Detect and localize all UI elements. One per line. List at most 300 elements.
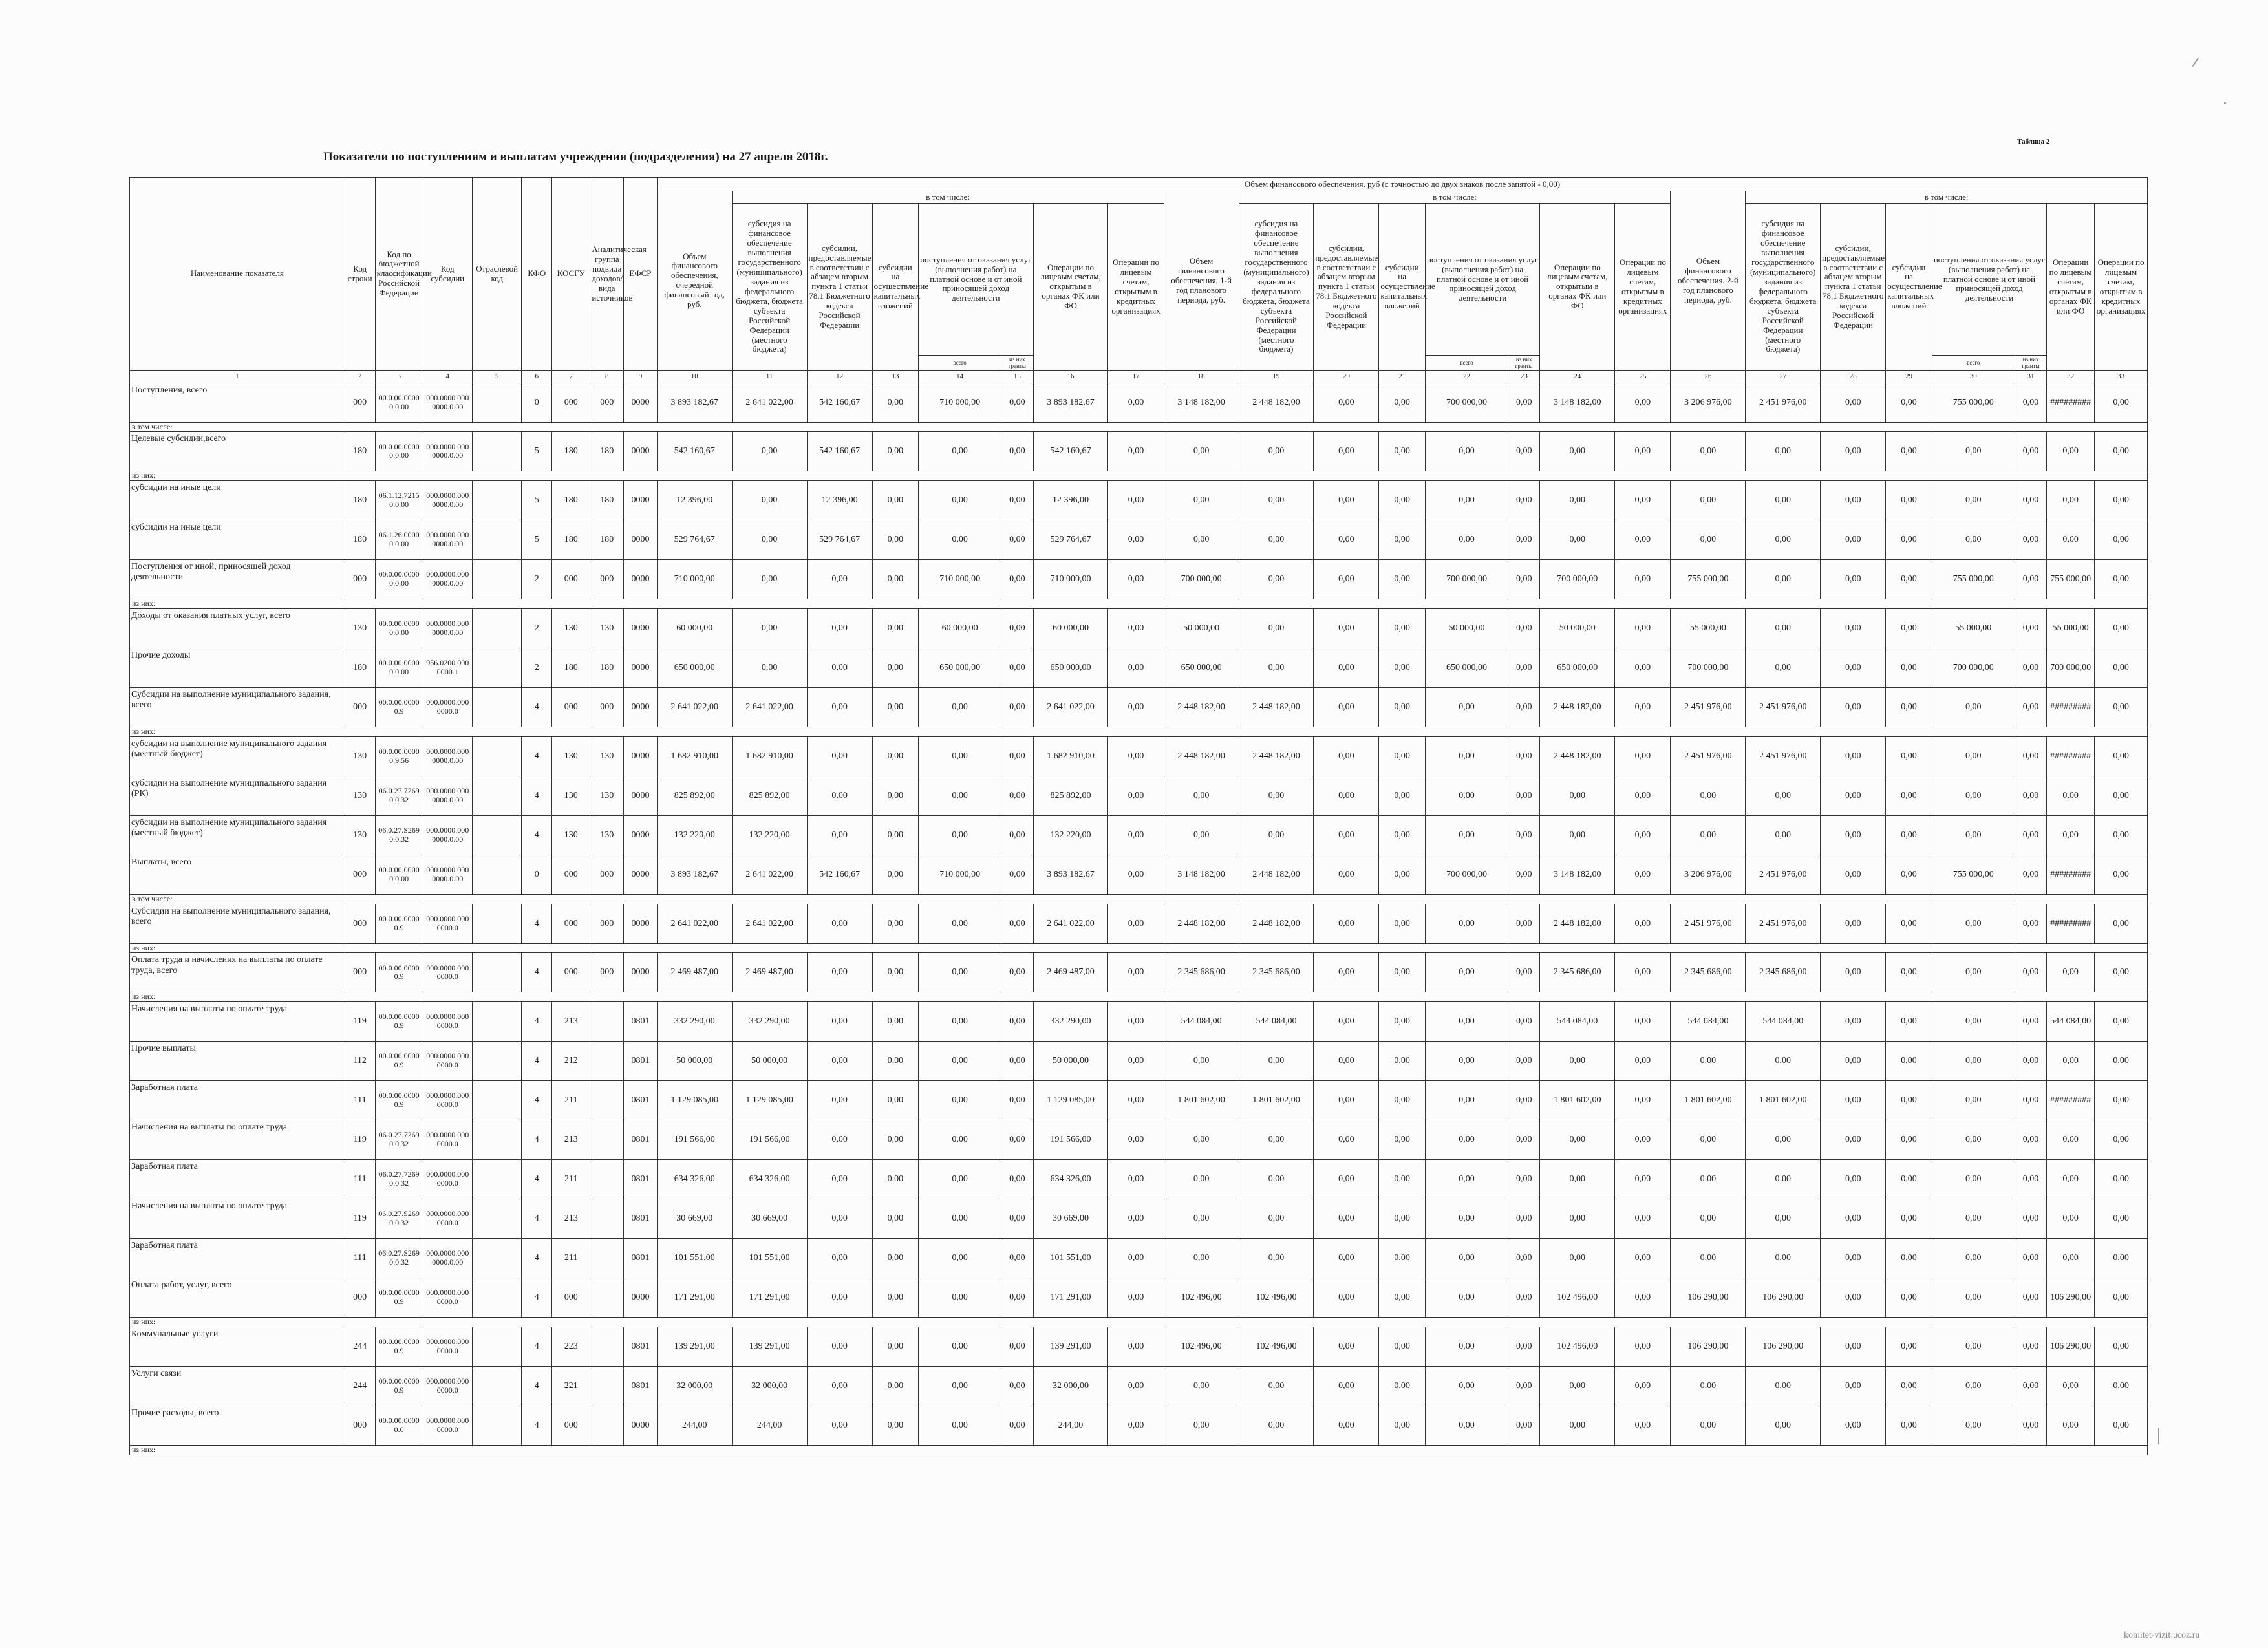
amount-cell: 0,00 [732,648,807,688]
amount-cell: 700 000,00 [1425,383,1508,422]
header-c5-b2: Операции по лицевым счетам, открытым в органах ФК или ФО [2047,204,2095,371]
analytic-group: 000 [590,688,624,727]
header-c4-b0: поступления от оказания услуг (выполнения работ) на платной основе и от иной приносящей доход деятельности [919,204,1033,356]
amount-cell: 0,00 [872,1406,918,1446]
analytic-group [590,1199,624,1239]
amount-cell: 0,00 [1615,1278,1671,1318]
header-c5-b1: Операции по лицевым счетам, открытым в органах ФК или ФО [1540,204,1615,371]
amount-cell: 0,00 [1615,953,1671,992]
amount-cell: 0,00 [1821,688,1886,727]
amount-cell: 2 641 022,00 [657,688,732,727]
amount-cell: 1 682 910,00 [1033,736,1108,776]
amount-cell: 0,00 [1821,432,1886,471]
amount-cell: 2 448 182,00 [1164,688,1239,727]
amount-cell: 0,00 [2095,648,2148,688]
amount-cell: 0,00 [1821,1367,1886,1406]
row-name: Прочие выплаты [130,1042,345,1081]
amount-cell: 0,00 [1540,1406,1615,1446]
budget-class-code: 00.0.00.00000.9 [375,688,423,727]
analytic-group [590,1239,624,1278]
amount-cell: 0,00 [807,1081,872,1120]
amount-cell: 0,00 [1886,1081,1932,1120]
amount-cell: 0,00 [1671,481,1746,520]
amount-cell: 30 669,00 [657,1199,732,1239]
amount-cell: 132 220,00 [1033,815,1108,855]
kosgu-code: 000 [552,904,590,943]
amount-cell: 2 469 487,00 [1033,953,1108,992]
row-name: Субсидии на выполнение муниципального задания, всего [130,688,345,727]
amount-cell: 0,00 [2047,1367,2095,1406]
kosgu-code: 211 [552,1081,590,1120]
row-code: 130 [345,609,375,648]
amount-cell: 3 206 976,00 [1671,855,1746,894]
amount-cell: 544 084,00 [1239,1002,1314,1042]
amount-cell: 0,00 [872,736,918,776]
amount-cell: 0,00 [2047,815,2095,855]
header-c3-b1: субсидии на осуществление капитальных вложений [1379,204,1425,371]
amount-cell: 0,00 [1425,815,1508,855]
kfo-code: 4 [522,1042,552,1081]
amount-cell: 0,00 [1108,855,1164,894]
amount-cell: 755 000,00 [1671,560,1746,599]
amount-cell: 0,00 [1508,383,1540,422]
amount-cell: 0,00 [1615,520,1671,560]
column-number: 24 [1540,370,1615,383]
amount-cell: 0,00 [1379,1406,1425,1446]
section-subheader-row [130,894,2148,904]
amount-cell: 171 291,00 [1033,1278,1108,1318]
amount-cell: 0,00 [1886,1120,1932,1160]
column-number: 31 [2015,370,2046,383]
amount-cell: 529 764,67 [657,520,732,560]
amount-cell: 55 000,00 [2047,609,2095,648]
row-name: Субсидии на выполнение муниципального задания, всего [130,904,345,943]
amount-cell: 0,00 [1746,432,1821,471]
section-subheader-row [130,1318,2148,1327]
amount-cell: 0,00 [1886,1199,1932,1239]
amount-cell: 106 290,00 [1746,1278,1821,1318]
amount-cell: 0,00 [1379,736,1425,776]
amount-cell: 0,00 [919,815,1001,855]
amount-cell: 32 000,00 [1033,1367,1108,1406]
header-c2-b0: субсидии, предоставляемые в соответствии с абзацем вторым пункта 1 статьи 78.1 Бюджетного кодекса Российской Федерации [807,204,872,371]
amount-cell: 0,00 [1108,1406,1164,1446]
amount-cell: 0,00 [1508,481,1540,520]
table-row [130,1081,2148,1120]
amount-cell: 0,00 [1821,1160,1886,1199]
amount-cell: 0,00 [1001,1042,1033,1081]
budget-class-code: 06.0.27.S2690.0.32 [375,1239,423,1278]
row-code: 111 [345,1239,375,1278]
amount-cell: 102 496,00 [1239,1278,1314,1318]
amount-cell: 1 129 085,00 [732,1081,807,1120]
amount-cell: 0,00 [807,1367,872,1406]
amount-cell: 0,00 [2015,688,2046,727]
kfo-code: 4 [522,904,552,943]
amount-cell: 3 148 182,00 [1540,855,1615,894]
amount-cell: 0,00 [1746,1406,1821,1446]
amount-cell: 0,00 [1108,1002,1164,1042]
amount-cell: 2 345 686,00 [1671,953,1746,992]
amount-cell: 0,00 [1425,736,1508,776]
amount-cell: 0,00 [1615,736,1671,776]
amount-cell: 700 000,00 [2047,648,2095,688]
amount-cell: 0,00 [1615,648,1671,688]
analytic-group: 180 [590,520,624,560]
amount-cell: 0,00 [1001,432,1033,471]
amount-cell: 0,00 [1001,855,1033,894]
amount-cell: 0,00 [919,1278,1001,1318]
amount-cell: 0,00 [1001,953,1033,992]
header-kfo: КФО [522,178,552,371]
amount-cell: 0,00 [1821,904,1886,943]
row-code: 000 [345,688,375,727]
table-row [130,1239,2148,1278]
amount-cell: 0,00 [872,855,918,894]
amount-cell: 0,00 [1425,688,1508,727]
amount-cell: 102 496,00 [1164,1278,1239,1318]
header-budget-class: Код по бюджетной классификации Российской Федерации [375,178,423,371]
amount-cell: 0,00 [807,1002,872,1042]
subsidy-code: 000.0000.0000000.0.00 [423,520,472,560]
amount-cell: 3 893 182,67 [1033,383,1108,422]
amount-cell: 191 566,00 [657,1120,732,1160]
amount-cell: 0,00 [1239,560,1314,599]
header-c6-b0: Операции по лицевым счетам, открытым в кредитных организациях [1108,204,1164,371]
amount-cell: 0,00 [919,736,1001,776]
amount-cell: 0,00 [1239,1367,1314,1406]
amount-cell: 0,00 [2015,383,2046,422]
analytic-group: 130 [590,736,624,776]
amount-cell: 0,00 [1886,688,1932,727]
industry-code [472,648,521,688]
budget-class-code: 00.0.00.00000.0.00 [375,609,423,648]
amount-cell: 0,00 [1932,1160,2015,1199]
section-subheader-row [130,727,2148,737]
amount-cell: 0,00 [1615,815,1671,855]
amount-cell: 0,00 [807,904,872,943]
amount-cell: 0,00 [1108,688,1164,727]
amount-cell: 0,00 [1671,1042,1746,1081]
header-grants-b1: из них гранты [1508,356,1540,371]
table-row [130,1002,2148,1042]
subsidy-code: 000.0000.0000000.0.00 [423,383,472,422]
amount-cell: 0,00 [1314,432,1379,471]
amount-cell: 0,00 [1746,1239,1821,1278]
amount-cell: 0,00 [807,815,872,855]
kfo-code: 5 [522,481,552,520]
budget-class-code: 06.0.27.72690.0.32 [375,1120,423,1160]
amount-cell: 0,00 [2095,481,2148,520]
amount-cell: 2 451 976,00 [1671,736,1746,776]
amount-cell: 0,00 [1821,736,1886,776]
amount-cell: 0,00 [1314,1278,1379,1318]
subsidy-code: 000.0000.0000000.0.00 [423,560,472,599]
amount-cell: 0,00 [1164,1120,1239,1160]
amount-cell: 0,00 [1379,383,1425,422]
amount-cell: 2 641 022,00 [657,904,732,943]
amount-cell: 0,00 [1615,1002,1671,1042]
amount-cell: 0,00 [1746,1160,1821,1199]
amount-cell: 0,00 [1886,904,1932,943]
analytic-group: 180 [590,432,624,471]
amount-cell: 0,00 [807,648,872,688]
amount-cell: 0,00 [1932,1278,2015,1318]
amount-cell: 0,00 [1108,1239,1164,1278]
amount-cell: 0,00 [1425,953,1508,992]
amount-cell: 0,00 [1886,1160,1932,1199]
amount-cell: 0,00 [1379,815,1425,855]
amount-cell: 0,00 [1540,1367,1615,1406]
amount-cell: 0,00 [1746,1367,1821,1406]
amount-cell: 332 290,00 [657,1002,732,1042]
amount-cell: 0,00 [1615,1160,1671,1199]
budget-class-code: 06.0.27.72690.0.32 [375,1160,423,1199]
row-code: 180 [345,648,375,688]
header-c6-b2: Операции по лицевым счетам, открытым в кредитных организациях [2095,204,2148,371]
amount-cell: 60 000,00 [919,609,1001,648]
amount-cell: 0,00 [1379,688,1425,727]
subsidy-code: 000.0000.0000000.0 [423,1160,472,1199]
amount-cell: 0,00 [2095,736,2148,776]
header-volume: Объем финансового обеспечения, руб (с точностью до двух знаков после запятой - 0,00) [657,178,2147,191]
table-row [130,1327,2148,1367]
analytic-group: 180 [590,481,624,520]
amount-cell: 0,00 [1821,648,1886,688]
amount-cell: 0,00 [2047,520,2095,560]
amount-cell: 0,00 [2015,1081,2046,1120]
amount-cell: 0,00 [1001,1081,1033,1120]
row-name: Целевые субсидии,всего [130,432,345,471]
amount-cell: 0,00 [1001,560,1033,599]
subsidy-code: 000.0000.0000000.0 [423,1278,472,1318]
table-row [130,1406,2148,1446]
industry-code [472,736,521,776]
efsr-code: 0000 [624,432,658,471]
amount-cell: 0,00 [1508,1278,1540,1318]
kosgu-code: 213 [552,1120,590,1160]
amount-cell: 0,00 [1314,1081,1379,1120]
analytic-group: 000 [590,560,624,599]
table-row [130,648,2148,688]
amount-cell: 0,00 [1615,1120,1671,1160]
amount-cell: 0,00 [1379,520,1425,560]
table-row [130,904,2148,943]
amount-cell: 106 290,00 [2047,1278,2095,1318]
amount-cell: 825 892,00 [732,776,807,815]
analytic-group [590,1002,624,1042]
amount-cell: 0,00 [1615,1199,1671,1239]
column-number: 13 [872,370,918,383]
amount-cell: 12 396,00 [807,481,872,520]
industry-code [472,609,521,648]
row-name: субсидии на иные цели [130,481,345,520]
header-c5-b0: Операции по лицевым счетам, открытым в органах ФК или ФО [1033,204,1108,371]
kosgu-code: 000 [552,383,590,422]
amount-cell: 0,00 [807,609,872,648]
amount-cell: 0,00 [2047,1239,2095,1278]
kosgu-code: 180 [552,648,590,688]
amount-cell: 0,00 [1164,432,1239,471]
header-total-b2: всего [1932,356,2015,371]
amount-cell: 0,00 [1108,1042,1164,1081]
amount-cell: 0,00 [872,1239,918,1278]
amount-cell: 2 641 022,00 [732,855,807,894]
amount-cell: 0,00 [1821,815,1886,855]
amount-cell: 0,00 [1108,953,1164,992]
amount-cell: 2 451 976,00 [1671,688,1746,727]
analytic-group [590,1327,624,1367]
amount-cell: 0,00 [872,648,918,688]
amount-cell: 0,00 [1108,383,1164,422]
section-subheader: из них: [130,599,2148,609]
table-row [130,776,2148,815]
column-number: 12 [807,370,872,383]
amount-cell: 0,00 [1379,904,1425,943]
amount-cell: 0,00 [1001,1327,1033,1367]
row-code: 130 [345,776,375,815]
table-row [130,432,2148,471]
amount-cell: 0,00 [1540,815,1615,855]
amount-cell: 0,00 [2015,1367,2046,1406]
amount-cell: 0,00 [1314,1199,1379,1239]
subsidy-code: 000.0000.0000000.0 [423,1367,472,1406]
row-code: 130 [345,815,375,855]
amount-cell: 0,00 [1379,609,1425,648]
amount-cell: 0,00 [1239,609,1314,648]
column-number: 17 [1108,370,1164,383]
amount-cell: 0,00 [2095,560,2148,599]
amount-cell: 0,00 [1932,1367,2015,1406]
subsidy-code: 000.0000.0000000.0.00 [423,609,472,648]
amount-cell: 0,00 [1508,1120,1540,1160]
amount-cell: 0,00 [2095,609,2148,648]
amount-cell: 0,00 [1379,1160,1425,1199]
kfo-code: 4 [522,1081,552,1120]
amount-cell: 700 000,00 [1164,560,1239,599]
amount-cell: 0,00 [1821,855,1886,894]
amount-cell: 0,00 [919,520,1001,560]
column-number: 23 [1508,370,1540,383]
row-name: Прочие доходы [130,648,345,688]
amount-cell: 0,00 [1314,648,1379,688]
amount-cell: 0,00 [1615,776,1671,815]
amount-cell: 106 290,00 [1746,1327,1821,1367]
kfo-code: 4 [522,815,552,855]
kfo-code: 4 [522,1367,552,1406]
amount-cell: 3 148 182,00 [1540,383,1615,422]
amount-cell: 3 206 976,00 [1671,383,1746,422]
kfo-code: 4 [522,1278,552,1318]
table-row [130,815,2148,855]
amount-cell: 0,00 [1508,688,1540,727]
efsr-code: 0000 [624,953,658,992]
amount-cell: 171 291,00 [732,1278,807,1318]
amount-cell: 191 566,00 [732,1120,807,1160]
amount-cell: 2 448 182,00 [1239,688,1314,727]
column-number: 26 [1671,370,1746,383]
row-name: Начисления на выплаты по оплате труда [130,1002,345,1042]
column-number: 25 [1615,370,1671,383]
amount-cell: 32 000,00 [732,1367,807,1406]
table-row [130,953,2148,992]
amount-cell: 3 893 182,67 [657,383,732,422]
amount-cell: 0,00 [1821,609,1886,648]
amount-cell: 700 000,00 [1540,560,1615,599]
table-body [130,383,2148,1455]
budget-class-code: 06.1.26.00000.0.00 [375,520,423,560]
subsidy-code: 000.0000.0000000.0 [423,688,472,727]
amount-cell: 0,00 [1425,1120,1508,1160]
amount-cell: 0,00 [2015,1002,2046,1042]
amount-cell: 0,00 [1425,776,1508,815]
header-c3-b2: субсидии на осуществление капитальных вложений [1886,204,1932,371]
efsr-code: 0801 [624,1239,658,1278]
amount-cell: 710 000,00 [1033,560,1108,599]
amount-cell: 0,00 [872,1120,918,1160]
row-name: Коммунальные услуги [130,1327,345,1367]
amount-cell: 0,00 [1615,1081,1671,1120]
column-number: 27 [1746,370,1821,383]
column-number: 9 [624,370,658,383]
amount-cell: 0,00 [1108,815,1164,855]
subsidy-code: 000.0000.0000000.0.00 [423,855,472,894]
amount-cell: 0,00 [1821,953,1886,992]
amount-cell: 0,00 [807,1239,872,1278]
amount-cell: 0,00 [1540,1042,1615,1081]
section-subheader: из них: [130,943,2148,953]
header-c2-b2: субсидии, предоставляемые в соответствии с абзацем вторым пункта 1 статьи 78.1 Бюджетного кодекса Российской Федерации [1821,204,1886,371]
header-total-b0: всего [919,356,1001,371]
amount-cell: 0,00 [1108,1327,1164,1367]
header-c4-b1: поступления от оказания услуг (выполнения работ) на платной основе и от иной приносящей доход деятельности [1425,204,1539,356]
amount-cell: 0,00 [1540,520,1615,560]
efsr-code: 0000 [624,904,658,943]
kosgu-code: 000 [552,1278,590,1318]
budget-class-code: 00.0.00.00000.0.00 [375,560,423,599]
amount-cell: 0,00 [1001,776,1033,815]
amount-cell: 0,00 [1615,432,1671,471]
amount-cell: 0,00 [1314,1160,1379,1199]
amount-cell: 755 000,00 [2047,560,2095,599]
amount-cell: 0,00 [1508,560,1540,599]
subsidy-code: 000.0000.0000000.0.00 [423,481,472,520]
amount-cell: 0,00 [1671,1239,1746,1278]
amount-cell: 0,00 [2047,776,2095,815]
amount-cell: 106 290,00 [2047,1327,2095,1367]
amount-cell: 2 448 182,00 [1239,383,1314,422]
amount-cell: 0,00 [1379,1081,1425,1120]
amount-cell: 139 291,00 [657,1327,732,1367]
amount-cell: 0,00 [2015,609,2046,648]
kfo-code: 4 [522,1120,552,1160]
analytic-group: 000 [590,855,624,894]
amount-cell: 0,00 [1746,609,1821,648]
section-subheader-row [130,599,2148,609]
amount-cell: 542 160,67 [657,432,732,471]
header-name: Наименование показателя [130,178,345,371]
budget-class-code: 00.0.00.00000.9 [375,953,423,992]
table-row [130,1199,2148,1239]
amount-cell: 0,00 [1886,1278,1932,1318]
amount-cell: 0,00 [732,432,807,471]
amount-cell: 0,00 [1508,1199,1540,1239]
analytic-group [590,1042,624,1081]
amount-cell: 700 000,00 [1425,560,1508,599]
amount-cell: 0,00 [1821,1120,1886,1160]
amount-cell: 0,00 [1108,1367,1164,1406]
amount-cell: 171 291,00 [657,1278,732,1318]
